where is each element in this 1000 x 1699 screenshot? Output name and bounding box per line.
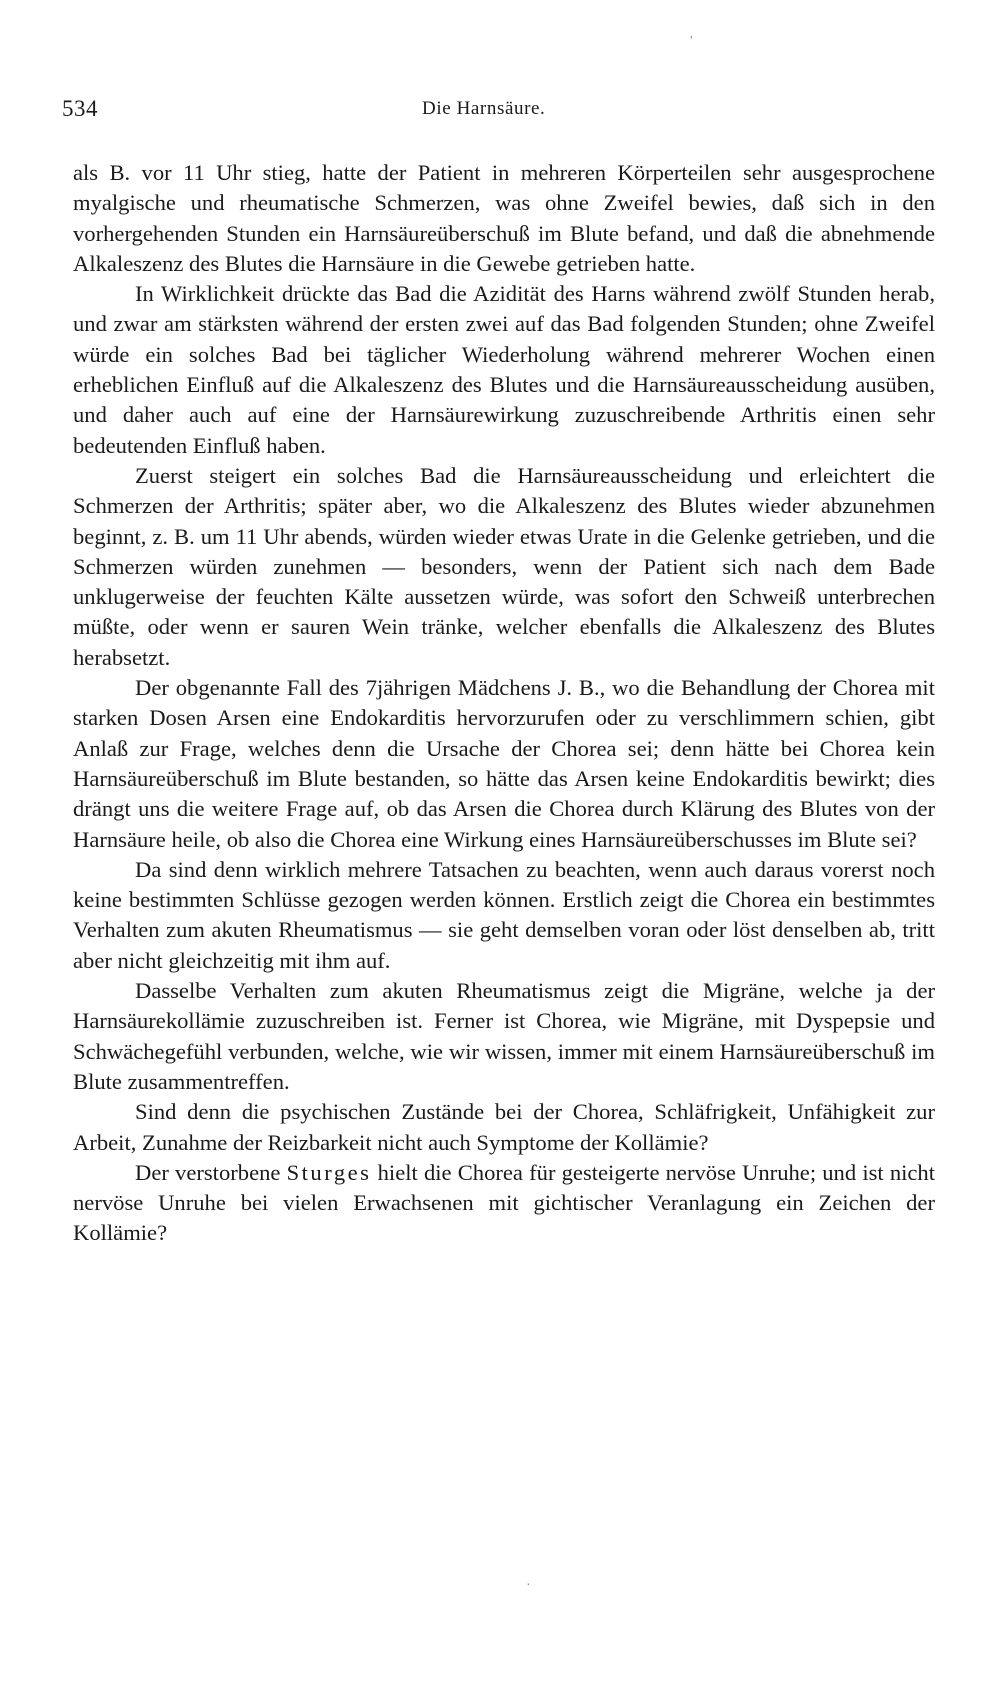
page-number: 534 xyxy=(62,96,98,121)
paragraph-4: Der obgenannte Fall des 7jährigen Mädchens J. B., wo die Behandlung der Chorea mit starken Dosen Arsen eine Endokarditis hervorzurufen oder zu verschlimmern schien, gibt Anlaß zur Frage, welches denn die Ursache der Chorea sei; denn hätte bei Chorea kein Harnsäureüberschuß im Blute bestanden, so hätte das Arsen keine Endokarditis bewirkt; dies drängt uns die weitere Frage auf, ob das Arsen die Chorea durch Klärung des Blutes von der Harnsäure heile, ob also die Chorea eine Wirkung eines Harnsäureüberschusses im Blute sei? xyxy=(73,675,935,852)
page-header xyxy=(62,96,942,126)
paragraph-8-start: Der verstorbene xyxy=(135,1159,287,1185)
paragraph-5: Da sind denn wirklich mehrere Tatsachen zu beachten, wenn auch daraus vorerst noch keine bestimmten Schlüsse gezogen werden können. Erstlich zeigt die Chorea ein bestimmtes Verhalten zum akuten Rheumatismus — sie geht demselben voran oder löst denselben ab, tritt aber nicht gleichzeitig mit ihm auf. xyxy=(73,856,935,973)
paragraph-8 xyxy=(73,1158,935,1249)
author-name-sturges: Sturges xyxy=(286,1159,372,1185)
body-text xyxy=(73,158,935,1249)
paragraph-2: In Wirklichkeit drückte das Bad die Azidität des Harns während zwölf Stunden herab, und zwar am stärksten während der ersten zwei auf das Bad folgenden Stunden; ohne Zweifel würde ein solches Bad bei täglicher Wiederholung während mehrerer Wochen einen erheblichen Einfluß auf die Alkaleszenz des Blutes und die Harnsäureausscheidung ausüben, und daher auch auf eine der Harnsäurewirkung zuzuschreibende Arthritis einen sehr bedeutenden Einfluß haben. xyxy=(73,281,935,458)
paragraph-6: Dasselbe Verhalten zum akuten Rheumatismus zeigt die Migräne, welche ja der Harnsäurekollämie zuzuschreiben ist. Ferner ist Chorea, wie Migräne, mit Dyspepsie und Schwächegefühl verbunden, welche, wie wir wissen, immer mit einem Harnsäureüberschuß im Blute zusammentreffen. xyxy=(73,978,935,1094)
paragraph-7: Sind denn die psychischen Zustände bei der Chorea, Schläfrigkeit, Unfähigkeit zur Arbeit, Zunahme der Reizbarkeit nicht auch Symptome der Kollämie? xyxy=(73,1099,935,1155)
running-title: Die Harnsäure. xyxy=(422,98,546,119)
paragraph-1: als B. vor 11 Uhr stieg, hatte der Patient in mehreren Körperteilen sehr ausgesprochene myalgische und rheumatische Schmerzen, was ohne Zweifel bewies, daß sich in den vorhergehenden Stunden ein Harnsäureüberschuß im Blute befand, und daß die abnehmende Alkaleszenz des Blutes die Harnsäure in die Gewebe getrieben hatte. xyxy=(73,160,935,276)
paragraph-8-end: hielt die Chorea für gesteigerte nervöse Unruhe; und ist nicht nervöse Unruhe bei vielen Erwachsenen mit gichtischer Veranlagung ein Zeichen der Kollämie? xyxy=(73,1159,935,1246)
scan-speck: ' xyxy=(690,34,693,49)
scan-speck: · xyxy=(526,1578,531,1593)
paragraph-3: Zuerst steigert ein solches Bad die Harnsäureausscheidung und erleichtert die Schmerzen der Arthritis; später aber, wo die Alkaleszenz des Blutes wieder abzunehmen beginnt, z. B. um 11 Uhr abends, würden wieder etwas Urate in die Gelenke getrieben, und die Schmerzen würden zunehmen — besonders, wenn der Patient sich nach dem Bade unklugerweise der feuchten Kälte aussetzen würde, was sofort den Schweiß unterbrechen müßte, oder wenn er sauren Wein tränke, welcher ebenfalls die Alkaleszenz des Blutes herabsetzt. xyxy=(73,462,935,670)
